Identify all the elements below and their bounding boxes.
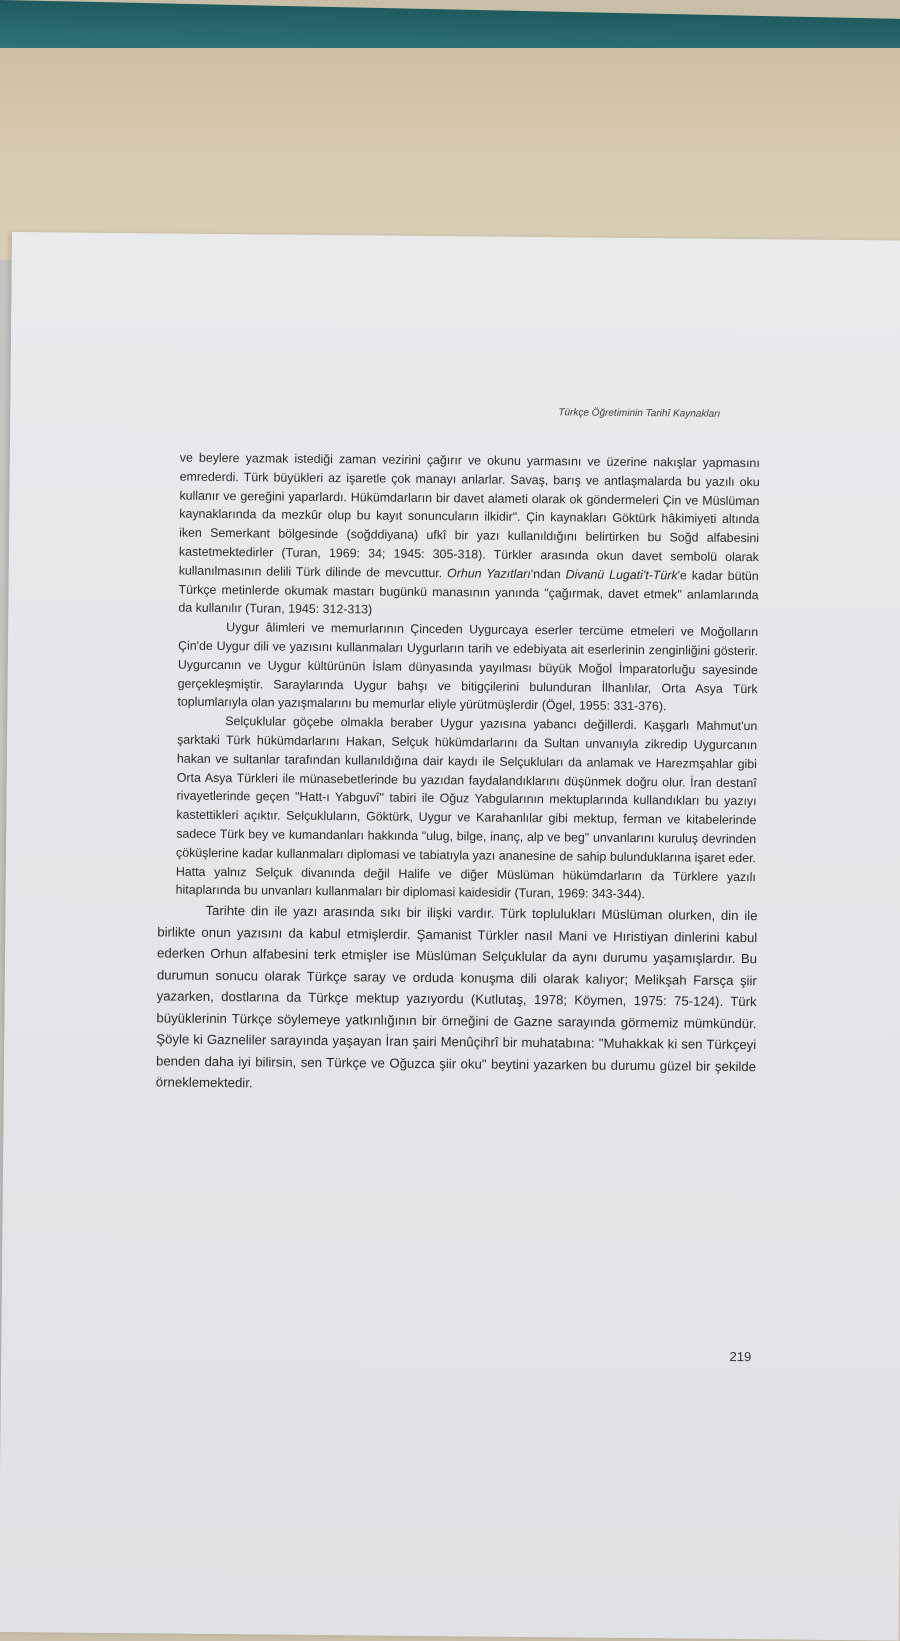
page-number: 219 [729, 1348, 752, 1365]
running-head: Türkçe Öğretiminin Tarihî Kaynakları [558, 407, 721, 420]
paragraph-segment: ve beylere yazmak istediği zaman vezirini çağırır ve okunu yarmasını ve üzerine nakışlar yapmasını emrederdi. Türk büyükleri az işaretle çok manayı anlarlar. Savaş, barış ve antlaşmalarda bu yazılı oku kullanır ve gereğini yaparlardı. Hükümdarların bir davet alameti olarak ok göndermeleri Çin ve Müslüman kaynaklarında da mezkûr olup bu kayıt sonuncuların ilkidir". Çin kaynakları Göktürk hâkimiyeti altında iken Semerkant bölgesinde (soğddiyana) ufkî bir yazı kullanıldığını belirtirken bu Soğd alfabesini kastetmektedirler (Turan, 1969: 34; 1945: 305-318). Türkler arasında okun davet sembolü olarak kullanılmasının delili Türk dilinde de mevcuttur. [178, 450, 760, 580]
book-page [0, 232, 900, 1641]
paragraph-segment: 'ndan [530, 566, 566, 582]
body-text [155, 449, 760, 1099]
paragraph-segment: Tarihte din ile yazı arasında sıkı bir ilişki vardır. Türk toplulukları Müslüman olurken, din ile birlikte onun yazısını da kabul etmişlerdir. Şamanist Türkler nasıl Mani ve Hıristiyan dinlerini kabul ederken Orhun alfabesini terk etmişler ise Müslüman Selçuklular da aynı durumu yaşamışlardır. Bu durumun sonucu olarak Türkçe saray ve orduda konuşma dili olarak kalıyor; Melikşah Farsça şiir yazarken, dostlarına da Türkçe mektup yazıyordu (Kutlutaş, 1978; Köymen, 1975: 75-124). Türk büyüklerinin Türkçe söylemeye yatkınlığının bir örneğini de Gazne sarayında görmemiz mümkündür. Şöyle ki Gazneliler sarayında yaşayan İran şairi Menûçihrî bir muhatabına: "Muhakkak ki sen Türkçeyi benden daha iyi bilirsin, sen Türkçe ve Oğuzca şiir oku" beytini yazarken bu durumu güzel bir şekilde örneklemektedir. [155, 903, 758, 1091]
paragraph-segment: Selçuklular göçebe olmakla beraber Uygur yazısına yabancı değillerdi. Kaşgarlı Mahmut'un şarktaki Türk hükümdarlarını Hakan, Selçuk hükümdarlarını da Sultan unvanıyla zikredip Uygurcanın hakan ve sultanlar tarafından kullanıldığına dair kaydı ile Selçukluları da anlamak ve Harezmşahlar gibi Orta Asya Türkleri ile münasebetlerinde bu yazıdan faydalandıklarını düşünmek doğru olur. İran destanî rivayetlerinde geçen "Hatt-ı Yabguvî" tabiri ile Oğuz Yabgularının mektuplarında kullandıkları bu yazıyı kastettikleri açıktır. Selçukluların, Göktürk, Uygur ve Karahanlılar gibi mektup, ferman ve kitabelerinde sadece Türk bey ve kumandanları hakkında "ulug, bilge, inanç, alp ve beg" unvanlarını kuruluş devrinden çöküşlerine kadar kullanmaları diplomasi ve tabiatıyla yazı ananesine de sahip bulunduklarına işaret eder. Hatta yalnız Selçuk divanında değil Halife ve diğer Müslüman hükümdarların da Türklere yazılı hitaplarında bu unvanları kullanmaları bir diplomasi kaidesidir (Turan, 1969: 343-344). [175, 714, 758, 902]
paragraph-1 [178, 449, 760, 624]
paragraph-segment-italic: Orhun Yazıtları [447, 565, 531, 581]
paragraph-segment-italic: Divanü Lugati't-Türk [565, 567, 678, 583]
paragraph-segment: Uygur âlimleri ve memurlarının Çinceden Uygurcaya eserler tercüme etmeleri ve Moğolların Çin'de Uygur dili ve yazısını kullanmaları Uygurların tarih ve edebiyata ait eserlerinin zenginliğini gösterir. Uygurcanın ve Uygur kültürünün İslam dünyasında yayılması büyük Moğol İmparatorluğu sayesinde gerçekleşmiştir. Saraylarında Uygur bahşı ve bitigçilerini bulunduran İlhanlılar, Orta Asya Türk toplumlarıyla olan yazışmalarını bu memurlar eliyle yürütmüşlerdir (Ögel, 1955: 331-376). [177, 620, 759, 714]
paragraph-segment: 'e kadar bütün Türkçe metinlerde okumak mastarı bugünkü manasının yanında "çağırmak, davet etmek" anlamlarında da kullanılır (Turan, 1945: 312-313) [178, 568, 759, 617]
paragraph-3 [176, 712, 758, 906]
paragraph-2 [177, 618, 758, 718]
paragraph-4 [156, 900, 758, 1099]
